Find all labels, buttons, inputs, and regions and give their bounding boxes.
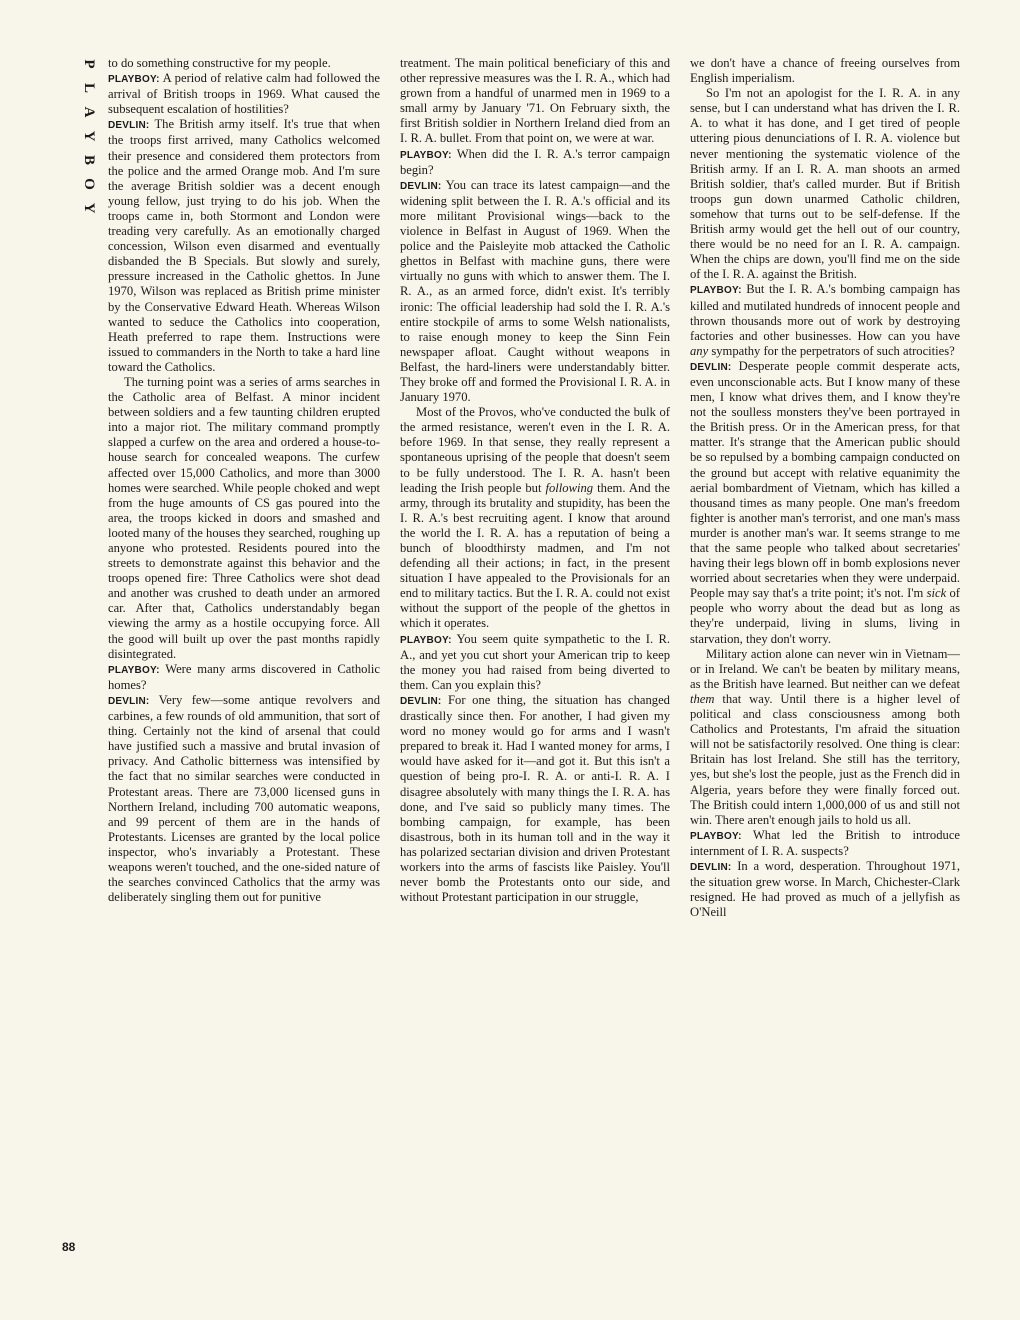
interviewer-question: PLAYBOY: A period of relative calm had followed the arrival of British troops in 1969. What caused the subsequent escalation of hostilities?	[108, 71, 380, 117]
interviewer-question: PLAYBOY: But the I. R. A.'s bombing campaign has killed and mutilated hundreds of innocent people and thrown thousands more out of work by destroying factories and other businesses. How can you have any sympathy for the perpetrators of such atrocities?	[690, 282, 960, 358]
speaker-label: DEVLIN:	[400, 695, 442, 707]
text-column-3	[690, 56, 960, 920]
paragraph: Most of the Provos, who've conducted the bulk of the armed resistance, weren't even in the I. R. A. before 1969. In that sense, they really represent a spontaneous uprising of the people that doesn't seem to be fully understood. The I. R. A. hasn't been leading the Irish people but following them. And the army, through its brutality and stupidity, has been the I. R. A.'s best recruiting agent. I know that around the world the I. R. A. has a reputation of being a bunch of bloodthirsty madmen, and I'm not defending all their actions; in fact, in the present situation I have appealed to the Provisionals for an end to military tactics. But the I. R. A. could not exist without the support of the people of the ghettos in which it operates.	[400, 405, 670, 631]
page-number: 88	[62, 1240, 76, 1254]
paragraph: Military action alone can never win in Vietnam—or in Ireland. We can't be beaten by military means, as the British have learned. But neither can we defeat them that way. Until there is a higher level of political and class consciousness among both Catholics and Protestants, I'm afraid the situation will not be satisfactorily resolved. One thing is clear: Britain has lost Ireland. She still has the territory, yes, but she's lost the people, just as the French did in Algeria, years before they were finally forced out. The British could intern 1,000,000 of us and still not win. There aren't enough jails to hold us all.	[690, 646, 960, 827]
text-column-2	[400, 56, 670, 905]
speaker-label: PLAYBOY:	[690, 285, 742, 297]
interviewee-answer: DEVLIN: Very few—some antique revolvers and carbines, a few rounds of old ammunition, that sort of thing. Certainly not the kind of arsenal that could have justified such a massive and brutal invasion of privacy. And Catholic bitterness was intensified by the fact that no similar searches were conducted in Protestant areas. There are 73,000 licensed guns in Northern Ireland, including 700 automatic weapons, and 99 percent of them are in the hands of Protestants. Licenses are granted by the local police inspector, who's invariably a Protestant. These weapons weren't touched, and the one-sided nature of the searches convinced Catholics that the army was deliberately singling them out for punitive	[108, 692, 380, 905]
interviewer-question: PLAYBOY: What led the British to introduce internment of I. R. A. suspects?	[690, 827, 960, 858]
magazine-vertical-logo: P L A Y B O Y	[81, 59, 97, 214]
paragraph: we don't have a chance of freeing ourselves from English imperialism.	[690, 56, 960, 86]
speaker-label: PLAYBOY:	[400, 634, 452, 646]
interviewer-question: PLAYBOY: When did the I. R. A.'s terror campaign begin?	[400, 146, 670, 177]
text-column-1	[108, 56, 380, 905]
speaker-label: PLAYBOY:	[690, 830, 742, 842]
interviewee-answer: DEVLIN: You can trace its latest campaign—and the widening split between the I. R. A.'s official and its more militant Provisional wings—back to the violence in Belfast in August of 1969. When the police and the Paisleyite mob attacked the Catholic ghettos in Belfast with machine guns, there were virtually no guns with which to answer them. The I. R. A., as an armed force, didn't exist. It's terribly ironic: The official leadership had sold the I. R. A.'s entire stockpile of arms to some Welsh nationalists, to raise enough money to keep the Sinn Fein newspaper afloat. Caught without weapons in Belfast, the hard-liners were understandably bitter. They broke off and formed the Provisional I. R. A. in January 1970.	[400, 177, 670, 405]
interviewer-question: PLAYBOY: Were many arms discovered in Catholic homes?	[108, 661, 381, 692]
interviewee-answer: DEVLIN: In a word, desperation. Throughout 1971, the situation grew worse. In March, Chichester-Clark resigned. He had proved as much of a jellyfish as O'Neill	[690, 858, 961, 920]
paragraph: The turning point was a series of arms searches in the Catholic area of Belfast. A minor incident between soldiers and a few taunting children erupted into a major riot. The military command promptly slapped a curfew on the area and ordered a house-to-house search for concealed weapons. The curfew affected over 15,000 Catholics, and more than 3000 homes were searched. While people choked and wept from the huge amounts of CS gas poured into the area, the troops kicked in doors and smashed and looted many of the houses they searched, roughing up anyone who protested. Residents poured into the streets to demonstrate against this behavior and the troops opened fire: Three Catholics were shot dead and another was crushed to death under an armored car. After that, Catholics understandably began viewing the army as a hostile occupying force. All the good will built up over the past months rapidly disintegrated.	[108, 374, 380, 661]
interviewee-answer: DEVLIN: For one thing, the situation has changed drastically since then. For another, I had given my word no money would go for arms and I wasn't prepared to break it. Had I wanted money for arms, I would have asked for it—and got it. But this isn't a question of being pro-I. R. A. or anti-I. R. A. I disagree absolutely with many things the I. R. A. has done, and I've said so publicly many times. The bombing campaign, for example, has been disastrous, both in its human toll and in the way it has polarized sectarian division and driven Protestant workers into the arms of fascists like Paisley. You'll never bomb the Protestants onto our side, and without Protestant participation in our struggle,	[400, 692, 670, 905]
speaker-label: DEVLIN:	[690, 861, 732, 873]
interviewee-answer: DEVLIN: Desperate people commit desperate acts, even unconscionable acts. But I know many of these men, I know what drives them, and I know they're not the soulless monsters they've been portrayed in the British press. Or in the American press, for that matter. It's strange that the American public should be so repulsed by a bombing campaign conducted on the ground but accept with relative equanimity the aerial bombardment of Vietnam, which has killed a thousand times as many people. One man's freedom fighter is another man's terrorist, and one man's mass murder is another man's war. It seems strange to me that the same people who talked about secretaries' having their legs blown off in bomb explosions never worried about secretaries when they were underpaid. People may say that's a trite point; it's not. I'm sick of people who worry about the dead but as long as they're underpaid, living in slums, living in starvation, they don't worry.	[690, 358, 960, 646]
speaker-label: DEVLIN:	[108, 120, 150, 132]
speaker-label: PLAYBOY:	[400, 149, 452, 161]
interviewee-answer: DEVLIN: The British army itself. It's true that when the troops first arrived, many Catholics welcomed their presence and considered them protectors from the police and the armed Orange mob. And I'm sure the average British soldier was a decent enough young fellow, just trying to do his job. When the troops came in, both Stormont and London were treading very carefully. As an emotionally charged concession, Wilson even disarmed and eventually disbanded the B Specials. But slowly and surely, pressure increased in the Catholic ghettos. In June 1970, Wilson was replaced as British prime minister by the Conservative Edward Heath. Whereas Wilson wanted to seduce the Catholics into cooperation, Heath preferred to rape them. Instructions were issued to commanders in the North to take a hard line toward the Catholics.	[108, 117, 381, 374]
speaker-label: PLAYBOY:	[108, 664, 160, 676]
interviewer-question: PLAYBOY: You seem quite sympathetic to the I. R. A., and yet you cut short your American trip to keep the money you had raised from being diverted to them. Can you explain this?	[400, 631, 670, 692]
speaker-label: DEVLIN:	[400, 180, 442, 192]
paragraph: So I'm not an apologist for the I. R. A. in any sense, but I can understand what has driven the I. R. A. to what it has done, and I get tired of people uttering pious denunciations of I. R. A. violence but never mentioning the systematic violence of the British army. If an I. R. A. man shoots an armed British soldier, that's called murder. But if British troops gun down unarmed Catholic children, somehow that turns out to be self-defense. If the British army would get the hell out of our country, there would be no need for an I. R. A. campaign. When the chips are down, you'll find me on the side of the I. R. A. against the British.	[690, 86, 960, 282]
speaker-label: PLAYBOY:	[108, 74, 160, 86]
speaker-label: DEVLIN:	[108, 695, 150, 707]
paragraph: treatment. The main political beneficiary of this and other repressive measures was the I. R. A., which had grown from a handful of unarmed men in 1969 to a small army by January '71. On February sixth, the first British soldier in Northern Ireland died from an I. R. A. bullet. From that point on, we were at war.	[400, 56, 670, 146]
speaker-label: DEVLIN:	[690, 361, 732, 373]
paragraph: to do something constructive for my people.	[108, 56, 331, 70]
